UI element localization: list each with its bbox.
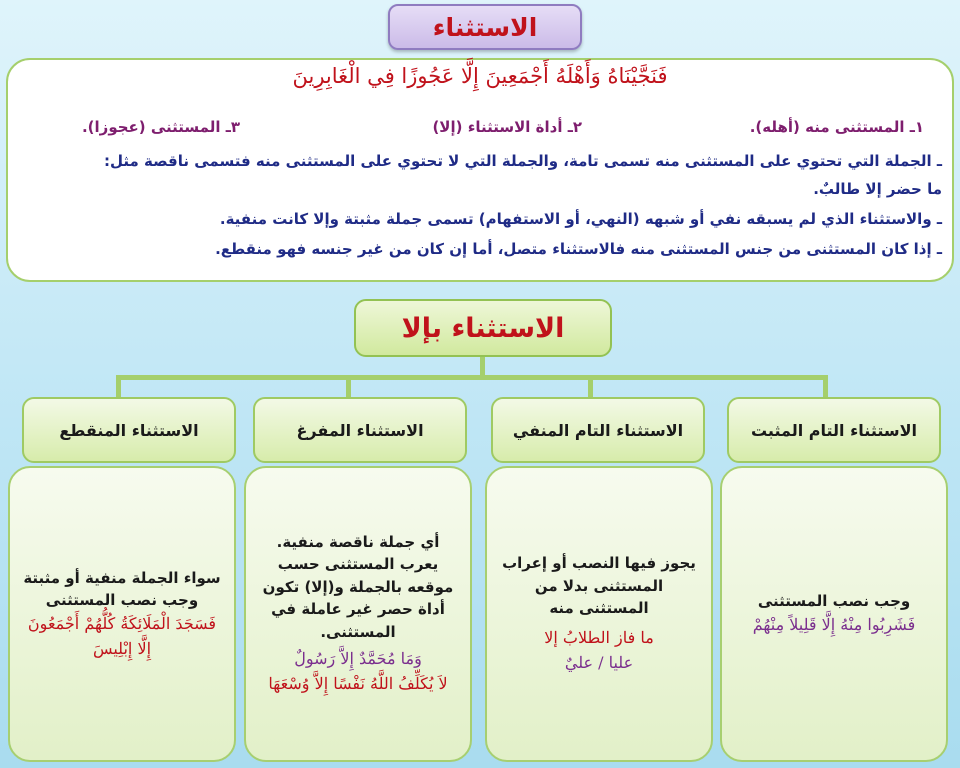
- category-emptied: [253, 397, 467, 463]
- column-example: وَمَا مُحَمَّدٌ إِلاَّ رَسُولٌ: [294, 649, 422, 669]
- def-excepted: ٣ـ المستثنى (عجوزا).: [81, 118, 240, 136]
- category-negated-complete: [491, 397, 705, 463]
- intro-line-4: ـ إذا كان المستثنى من جنس المستثنى منه فالاستثناء متصل، أما إن كان من غير جنسه فهو منقطع.: [215, 240, 942, 258]
- column-negated-complete: [485, 466, 713, 762]
- connector-drop-4: [116, 375, 121, 399]
- connector-drop-1: [823, 375, 828, 399]
- column-rule: سواء الجملة منفية أو مثبتة وجب نصب المستثنى: [23, 568, 221, 610]
- column-example-2: لاَ يُكَلِّفُ اللَّهُ نَفْسًا إِلاَّ وُسْعَهَا: [268, 674, 448, 694]
- column-example-2: عليا / عليٌ: [564, 652, 634, 672]
- intro-verse: فَنَجَّيْنَاهُ وَأَهْلَهُ أَجْمَعِينَ إِلَّا عَجُوزًا فِي الْغَابِرِينَ: [292, 64, 668, 88]
- connector-main-stem: [480, 357, 485, 377]
- category-affirmative-complete: [727, 397, 941, 463]
- connector-horizontal: [116, 375, 828, 380]
- column-disconnected: [8, 466, 236, 762]
- page-title: الاستثناء: [432, 12, 538, 42]
- def-excepted-from: ١ـ المستثنى منه (أهله).: [749, 118, 924, 136]
- connector-drop-2: [588, 375, 593, 399]
- column-emptied: [244, 466, 472, 762]
- column-affirmative-complete: [720, 466, 948, 762]
- column-rule: وجب نصب المستثنى: [757, 592, 911, 611]
- main-node: [354, 299, 612, 357]
- column-rule: أي جملة ناقصة منفية. يعرب المستثنى حسب موقعه بالجملة و(إلا) تكون أداة حصر غير عاملة في المستثنى.: [262, 532, 454, 641]
- category-label: الاستثناء التام المنفي: [512, 420, 684, 440]
- connector-drop-3: [346, 375, 351, 399]
- intro-line-1: ـ الجملة التي تحتوي على المستثنى منه تسمى تامة، والجملة التي لا تحتوي على المستثنى منه فتسمى ناقصة مثل:: [104, 152, 942, 170]
- category-disconnected: [22, 397, 236, 463]
- main-node-label: الاستثناء بإلا: [401, 312, 565, 344]
- column-example: فَسَجَدَ الْمَلَائِكَةُ كُلُّهُمْ أَجْمَعُونَ إِلَّا إِبْلِيسَ: [27, 613, 217, 658]
- column-example: ما فاز الطلابُ إلا: [544, 627, 654, 647]
- intro-line-2: ما حضر إلا طالبٌ.: [813, 180, 942, 198]
- title-box: [388, 4, 582, 50]
- category-label: الاستثناء التام المثبت: [750, 420, 918, 440]
- intro-panel: [6, 58, 954, 282]
- intro-line-3: ـ والاستثناء الذي لم يسبقه نفي أو شبهه (النهي، أو الاستفهام) تسمى جملة مثبتة وإلا كانت منفية.: [219, 210, 942, 228]
- def-exception-tool: ٢ـ أداة الاستثناء (إلا): [432, 118, 582, 136]
- column-rule: يجوز فيها النصب أو إعراب المستثنى بدلا من المستثنى منه: [502, 554, 696, 618]
- column-example: فَشَرِبُوا مِنْهُ إِلَّا قَلِيلاً مِنْهُمْ: [752, 614, 916, 634]
- category-label: الاستثناء المنقطع: [59, 420, 199, 440]
- category-label: الاستثناء المفرغ: [296, 420, 424, 440]
